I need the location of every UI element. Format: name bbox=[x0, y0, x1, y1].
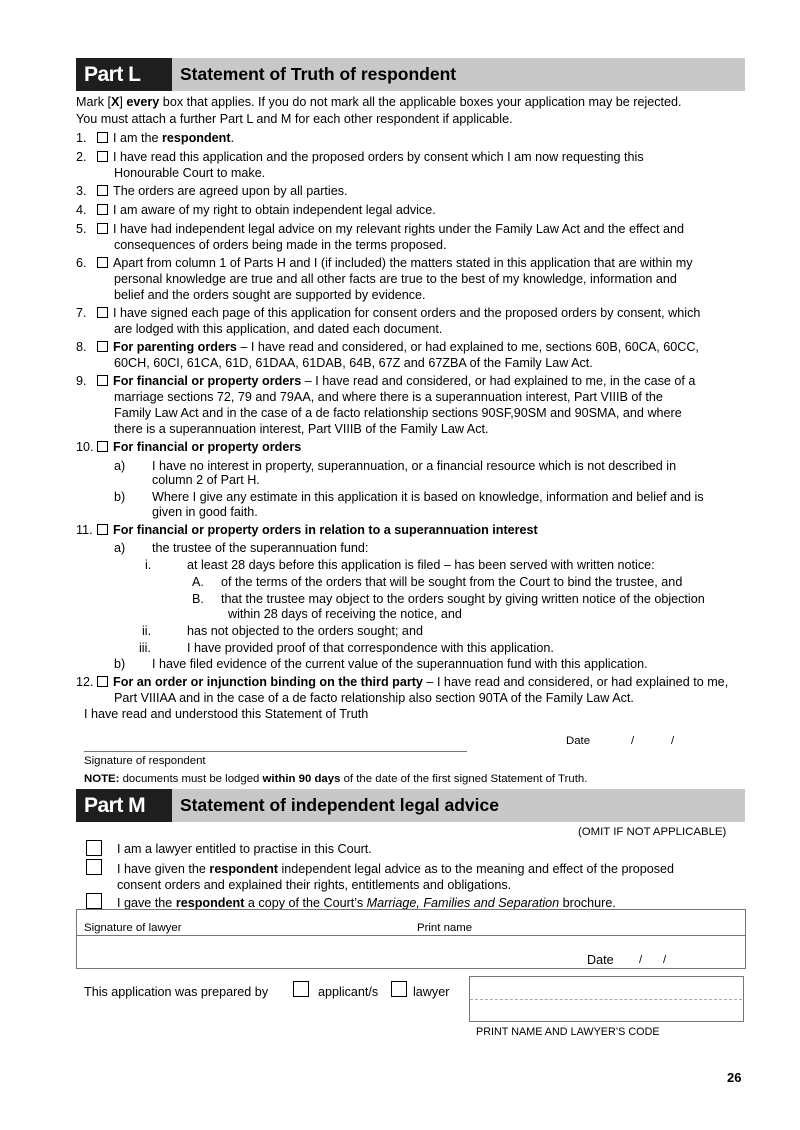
item-1: I am the respondent. bbox=[97, 130, 234, 147]
item-11aiB-line-2: within 28 days of receiving the notice, and bbox=[228, 607, 462, 621]
item-11aiii-label: iii. bbox=[139, 641, 151, 655]
lawyer-entitled-checkbox[interactable] bbox=[86, 840, 102, 856]
lawyer-date-label: Date bbox=[587, 953, 614, 967]
item-7-checkbox[interactable] bbox=[97, 307, 108, 318]
print-name-box-divider bbox=[470, 999, 742, 1000]
item-3: The orders are agreed upon by all parties. bbox=[97, 183, 348, 200]
page-number: 26 bbox=[727, 1070, 742, 1085]
item-2-number: 2. bbox=[76, 150, 87, 164]
advice-given-checkbox[interactable] bbox=[86, 859, 102, 875]
lawyer-label: lawyer bbox=[413, 985, 450, 999]
item-2: I have read this application and the proposed orders by consent which I am now requesting this bbox=[97, 149, 644, 166]
item-11aii: has not objected to the orders sought; and bbox=[187, 624, 423, 638]
part-l-label: Part L bbox=[76, 58, 172, 91]
item-5: I have had independent legal advice on my relevant rights under the Family Law Act and the effect and bbox=[97, 221, 684, 238]
brochure-checkbox[interactable] bbox=[86, 893, 102, 909]
intro-line-2: You must attach a further Part L and M for each other respondent if applicable. bbox=[76, 112, 513, 126]
part-m-title: Statement of independent legal advice bbox=[180, 795, 499, 815]
item-10-number: 10. bbox=[76, 440, 94, 454]
print-name-lawyer-code-label: PRINT NAME AND LAWYER’S CODE bbox=[476, 1026, 660, 1038]
omit-if-not-applicable: (OMIT IF NOT APPLICABLE) bbox=[578, 826, 727, 838]
item-11: For financial or property orders in relation to a superannuation interest bbox=[97, 522, 538, 539]
lawyer-signature-box[interactable] bbox=[76, 909, 746, 969]
item-4: I am aware of my right to obtain independent legal advice. bbox=[97, 202, 436, 219]
intro-line-1: Mark [X] every box that applies. If you do not mark all the applicable boxes your application may be rejected. bbox=[76, 95, 682, 109]
item-9-number: 9. bbox=[76, 374, 87, 388]
item-7-number: 7. bbox=[76, 306, 87, 320]
lawyer-entitled-text: I am a lawyer entitled to practise in this Court. bbox=[117, 842, 372, 856]
item-7: I have signed each page of this application for consent orders and the proposed orders by consent, which bbox=[97, 305, 700, 322]
item-8: For parenting orders – I have read and considered, or had explained to me, sections 60B, 60CA, 60CC, bbox=[97, 339, 699, 356]
item-11ai: at least 28 days before this application is filed – has been served with written notice: bbox=[187, 558, 655, 572]
item-10a-line-2: column 2 of Part H. bbox=[152, 473, 260, 487]
print-name-label: Print name bbox=[417, 922, 473, 934]
item-2-line-2: Honourable Court to make. bbox=[114, 166, 266, 180]
item-8-number: 8. bbox=[76, 340, 87, 354]
item-1-number: 1. bbox=[76, 131, 87, 145]
respondent-signature-line[interactable] bbox=[84, 751, 467, 752]
respondent-date-sep-2[interactable]: / bbox=[671, 735, 675, 747]
advice-given-line-2: consent orders and explained their rights, entitlements and obligations. bbox=[117, 878, 512, 892]
applicant-checkbox[interactable] bbox=[293, 981, 309, 997]
item-11aiB-line-1: that the trustee may object to the orders sought by giving written notice of the objection bbox=[221, 592, 705, 606]
item-5-checkbox[interactable] bbox=[97, 223, 108, 234]
item-9-line-4: there is a superannuation interest, Part VIIIB of the Family Law Act. bbox=[114, 422, 489, 436]
item-3-checkbox[interactable] bbox=[97, 185, 108, 196]
respondent-date-label: Date bbox=[566, 735, 591, 747]
lawyer-date-sep-2[interactable]: / bbox=[663, 954, 667, 966]
part-l-header bbox=[76, 58, 745, 91]
item-8-line-2: 60CH, 60CI, 61CA, 61D, 61DAA, 61DAB, 64B, 67Z and 67ZBA of the Family Law Act. bbox=[114, 356, 593, 370]
advice-given-text: I have given the respondent independent legal advice as to the meaning and effect of the proposed bbox=[117, 862, 675, 876]
item-12-line-2: Part VIIIAA and in the case of a de facto relationship also section 90TA of the Family Law Act. bbox=[114, 691, 634, 705]
item-12-checkbox[interactable] bbox=[97, 676, 108, 687]
item-9-checkbox[interactable] bbox=[97, 375, 108, 386]
item-1-checkbox[interactable] bbox=[97, 132, 108, 143]
lawyer-date-sep-1[interactable]: / bbox=[639, 954, 643, 966]
part-m-label: Part M bbox=[76, 789, 172, 822]
item-8-checkbox[interactable] bbox=[97, 341, 108, 352]
item-4-checkbox[interactable] bbox=[97, 204, 108, 215]
item-11aiA: of the terms of the orders that will be sought from the Court to bind the trustee, and bbox=[221, 575, 683, 589]
item-7-line-2: are lodged with this application, and dated each document. bbox=[114, 322, 443, 336]
item-5-line-2: consequences of orders being made in the terms proposed. bbox=[114, 238, 447, 252]
signature-respondent-label: Signature of respondent bbox=[84, 755, 206, 767]
part-m-header bbox=[76, 789, 745, 822]
item-10a-label: a) bbox=[114, 459, 126, 473]
item-11a: the trustee of the superannuation fund: bbox=[152, 541, 369, 555]
item-11-number: 11. bbox=[76, 523, 93, 537]
item-9-line-3: Family Law Act and in the case of a de facto relationship sections 90SF,90SM and 90SMA, and where bbox=[114, 406, 682, 420]
item-6: Apart from column 1 of Parts H and I (if included) the matters stated in this application that are within my bbox=[97, 255, 693, 272]
lodgement-note: NOTE: documents must be lodged within 90 days of the date of the first signed Statement of Truth. bbox=[84, 773, 588, 785]
item-11-checkbox[interactable] bbox=[97, 524, 108, 535]
lawyer-checkbox[interactable] bbox=[391, 981, 407, 997]
item-11aii-label: ii. bbox=[142, 624, 152, 638]
part-l-title: Statement of Truth of respondent bbox=[180, 64, 457, 84]
read-understood: I have read and understood this Statement of Truth bbox=[84, 707, 369, 721]
item-11aiA-label: A. bbox=[192, 575, 204, 589]
respondent-date-sep-1[interactable]: / bbox=[631, 735, 635, 747]
item-10: For financial or property orders bbox=[97, 439, 301, 456]
item-5-number: 5. bbox=[76, 222, 87, 236]
signature-lawyer-label: Signature of lawyer bbox=[84, 922, 182, 934]
item-12: For an order or injunction binding on the third party – I have read and considered, or had explained to me, bbox=[97, 674, 728, 691]
item-6-checkbox[interactable] bbox=[97, 257, 108, 268]
brochure-text: I gave the respondent a copy of the Court’s Marriage, Families and Separation brochure. bbox=[117, 896, 616, 910]
item-10b-label: b) bbox=[114, 490, 126, 504]
item-10a-line-1: I have no interest in property, superannuation, or a financial resource which is not described in bbox=[152, 459, 677, 473]
item-10b-line-2: given in good faith. bbox=[152, 505, 258, 519]
item-4-number: 4. bbox=[76, 203, 87, 217]
item-11b-label: b) bbox=[114, 657, 126, 671]
item-11aiB-label: B. bbox=[192, 592, 204, 606]
item-12-number: 12. bbox=[76, 675, 94, 689]
item-6-number: 6. bbox=[76, 256, 87, 270]
item-9: For financial or property orders – I have read and considered, or had explained to me, in the case of a bbox=[97, 373, 695, 390]
item-10-checkbox[interactable] bbox=[97, 441, 108, 452]
item-6-line-3: belief and the orders sought are supported by evidence. bbox=[114, 288, 426, 302]
item-10b-line-1: Where I give any estimate in this application it is based on knowledge, information and belief and is bbox=[152, 490, 704, 504]
item-2-checkbox[interactable] bbox=[97, 151, 108, 162]
item-3-number: 3. bbox=[76, 184, 87, 198]
applicant-label: applicant/s bbox=[318, 985, 379, 999]
item-11ai-label: i. bbox=[145, 558, 152, 572]
prepared-by-label: This application was prepared by bbox=[84, 985, 269, 999]
item-11aiii: I have provided proof of that correspondence with this application. bbox=[187, 641, 554, 655]
item-11b: I have filed evidence of the current value of the superannuation fund with this application. bbox=[152, 657, 648, 671]
item-11a-label: a) bbox=[114, 541, 126, 555]
item-6-line-2: personal knowledge are true and all other facts are true to the best of my knowledge, information and bbox=[114, 272, 677, 286]
item-9-line-2: marriage sections 72, 79 and 79AA, and where there is a superannuation interest, Part VIIIB of the bbox=[114, 390, 663, 404]
